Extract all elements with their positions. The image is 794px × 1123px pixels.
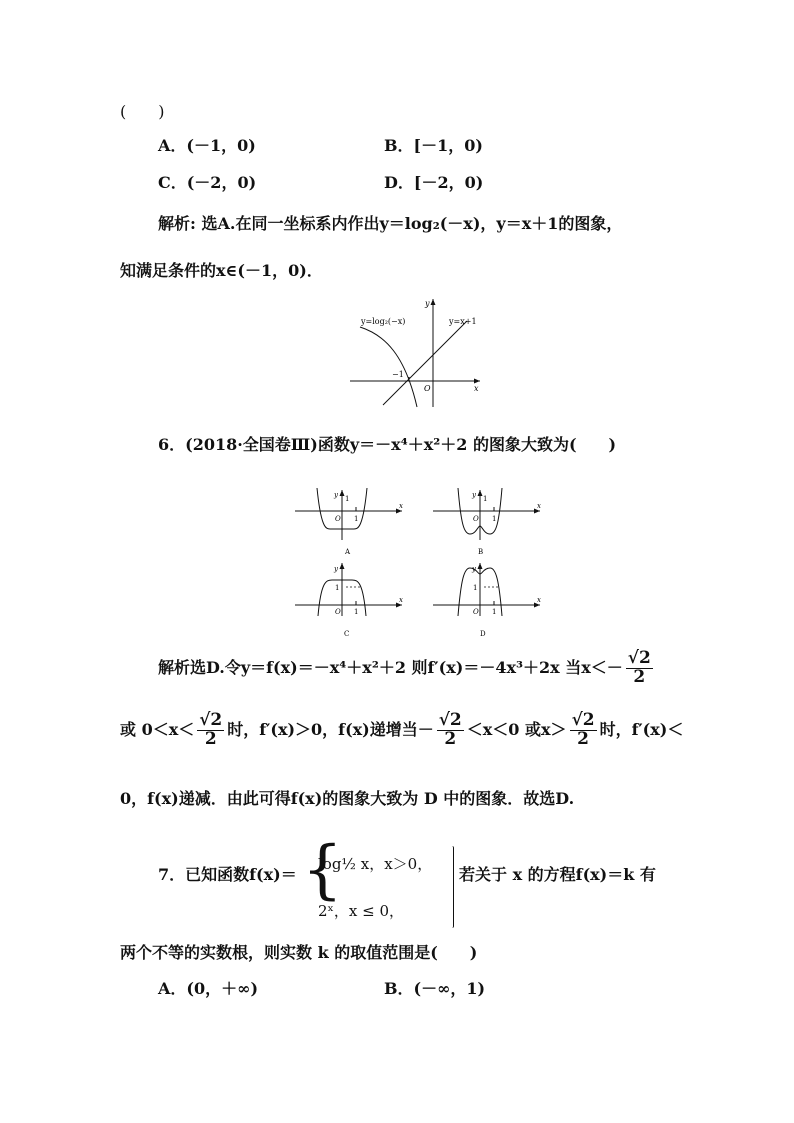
label-y: y <box>334 491 338 499</box>
label-log: y=log₂(−x) <box>361 317 406 326</box>
label-o: O <box>473 608 479 616</box>
q5-option-b: B．[－1，0) <box>384 136 483 155</box>
label-o: O <box>473 515 479 523</box>
label-x: x <box>537 596 541 604</box>
frac-den: 2 <box>577 728 589 749</box>
y-axis-arrow <box>431 299 436 305</box>
graph-letter: B <box>478 548 484 556</box>
q6-graph-d <box>428 560 548 640</box>
label-x: x <box>474 384 479 393</box>
label-one-x: 1 <box>354 608 359 616</box>
q7-option-b: B．(－∞，1) <box>384 979 486 998</box>
y-axis-arrow <box>478 563 483 569</box>
label-x: x <box>399 502 403 510</box>
y-axis-arrow <box>478 490 483 496</box>
label-o: O <box>335 608 341 616</box>
frac-num: √2 <box>571 710 595 730</box>
label-line: y=x+1 <box>449 317 477 326</box>
frac-den: 2 <box>204 728 217 749</box>
label-x: x <box>399 596 403 604</box>
q6-solution-line3: 0，f(x)递减．由此可得f(x)的图象大致为 D 中的图象．故选D. <box>120 789 575 808</box>
frac-num: √2 <box>438 710 462 730</box>
y-axis-arrow <box>340 490 345 496</box>
q6-graph-c <box>290 560 410 640</box>
q6-graph-b <box>428 488 548 558</box>
frac-den: 2 <box>444 728 457 749</box>
log-curve <box>360 327 417 407</box>
label-o: O <box>335 515 341 523</box>
label-one-x: 1 <box>354 515 359 523</box>
label-one-x: 1 <box>492 515 497 523</box>
q7-stem-a: 7．已知函数f(x)＝ <box>158 865 297 884</box>
q5-option-c: C．(－2，0) <box>158 173 257 192</box>
q7-option-a: A．(0，＋∞) <box>158 979 259 998</box>
graph-letter: C <box>344 630 350 638</box>
fraction-sqrt2-over-2 <box>626 650 653 687</box>
fraction-sqrt2-over-2 <box>570 712 597 749</box>
q6-solution-line2 <box>120 712 683 749</box>
x-axis-arrow <box>474 379 480 384</box>
label-o: O <box>424 384 431 393</box>
q5-answer-paren: ( ) <box>120 102 165 121</box>
sqrt2: √2 <box>627 648 651 668</box>
q5-option-a: A．(－1，0) <box>158 136 256 155</box>
sol2-a: 或 0＜x＜ <box>120 719 195 739</box>
frac-num: √2 <box>199 710 223 730</box>
right-bracket <box>452 846 454 928</box>
piece-2: 2ˣ，x ≤ 0， <box>318 902 405 920</box>
label-one-y: 1 <box>473 584 478 592</box>
sol2-d: 时，f′(x)＜ <box>599 719 684 739</box>
q5-analysis-line1 <box>158 211 622 234</box>
label-one-y: 1 <box>483 495 488 503</box>
label-y: y <box>472 491 476 499</box>
graph-letter: D <box>480 630 486 638</box>
y-axis-arrow <box>340 563 345 569</box>
sol1-text: 解析选D.令y＝f(x)＝－x⁴＋x²＋2 则f′(x)＝－4x³＋2x 当x＜－ <box>158 657 623 677</box>
label-one-y: 1 <box>335 584 340 592</box>
analysis-label: 解析: <box>158 214 196 233</box>
q7-stem-c: 两个不等的实数根，则实数 k 的取值范围是( ) <box>120 943 478 962</box>
sol2-b: 时，f′(x)＞0，f(x)递增当－ <box>227 719 434 739</box>
label-one-x: 1 <box>492 608 497 616</box>
sol2-c: ＜x＜0 或x＞ <box>466 719 567 739</box>
left-brace: { <box>302 833 343 907</box>
graph-letter: A <box>345 548 351 556</box>
piece-1: log½ x，x＞0， <box>318 855 433 873</box>
q5-analysis-line2: 知满足条件的x∈(－1，0)． <box>120 261 323 280</box>
analysis-text: 选A.在同一坐标系内作出y＝log₂(－x)，y＝x＋1的图象， <box>201 214 623 233</box>
q5-option-d: D．[－2，0) <box>384 173 484 192</box>
label-neg1: −1 <box>392 370 404 379</box>
q6-stem: 6．(2018·全国卷Ⅲ)函数y＝－x⁴＋x²＋2 的图象大致为( ) <box>158 435 617 454</box>
q6-graph-a <box>290 488 410 558</box>
label-y: y <box>425 299 430 308</box>
q7-stem-b: 若关于 x 的方程f(x)＝k 有 <box>459 865 656 884</box>
fraction-sqrt2-over-2 <box>197 712 224 749</box>
q5-graph <box>345 295 485 410</box>
frac-den: 2 <box>633 666 646 687</box>
fraction-sqrt2-over-2 <box>437 712 464 749</box>
label-x: x <box>537 502 541 510</box>
label-y: y <box>472 565 476 573</box>
q6-solution-line1 <box>158 650 656 687</box>
label-one-y: 1 <box>345 495 350 503</box>
label-y: y <box>334 565 338 573</box>
